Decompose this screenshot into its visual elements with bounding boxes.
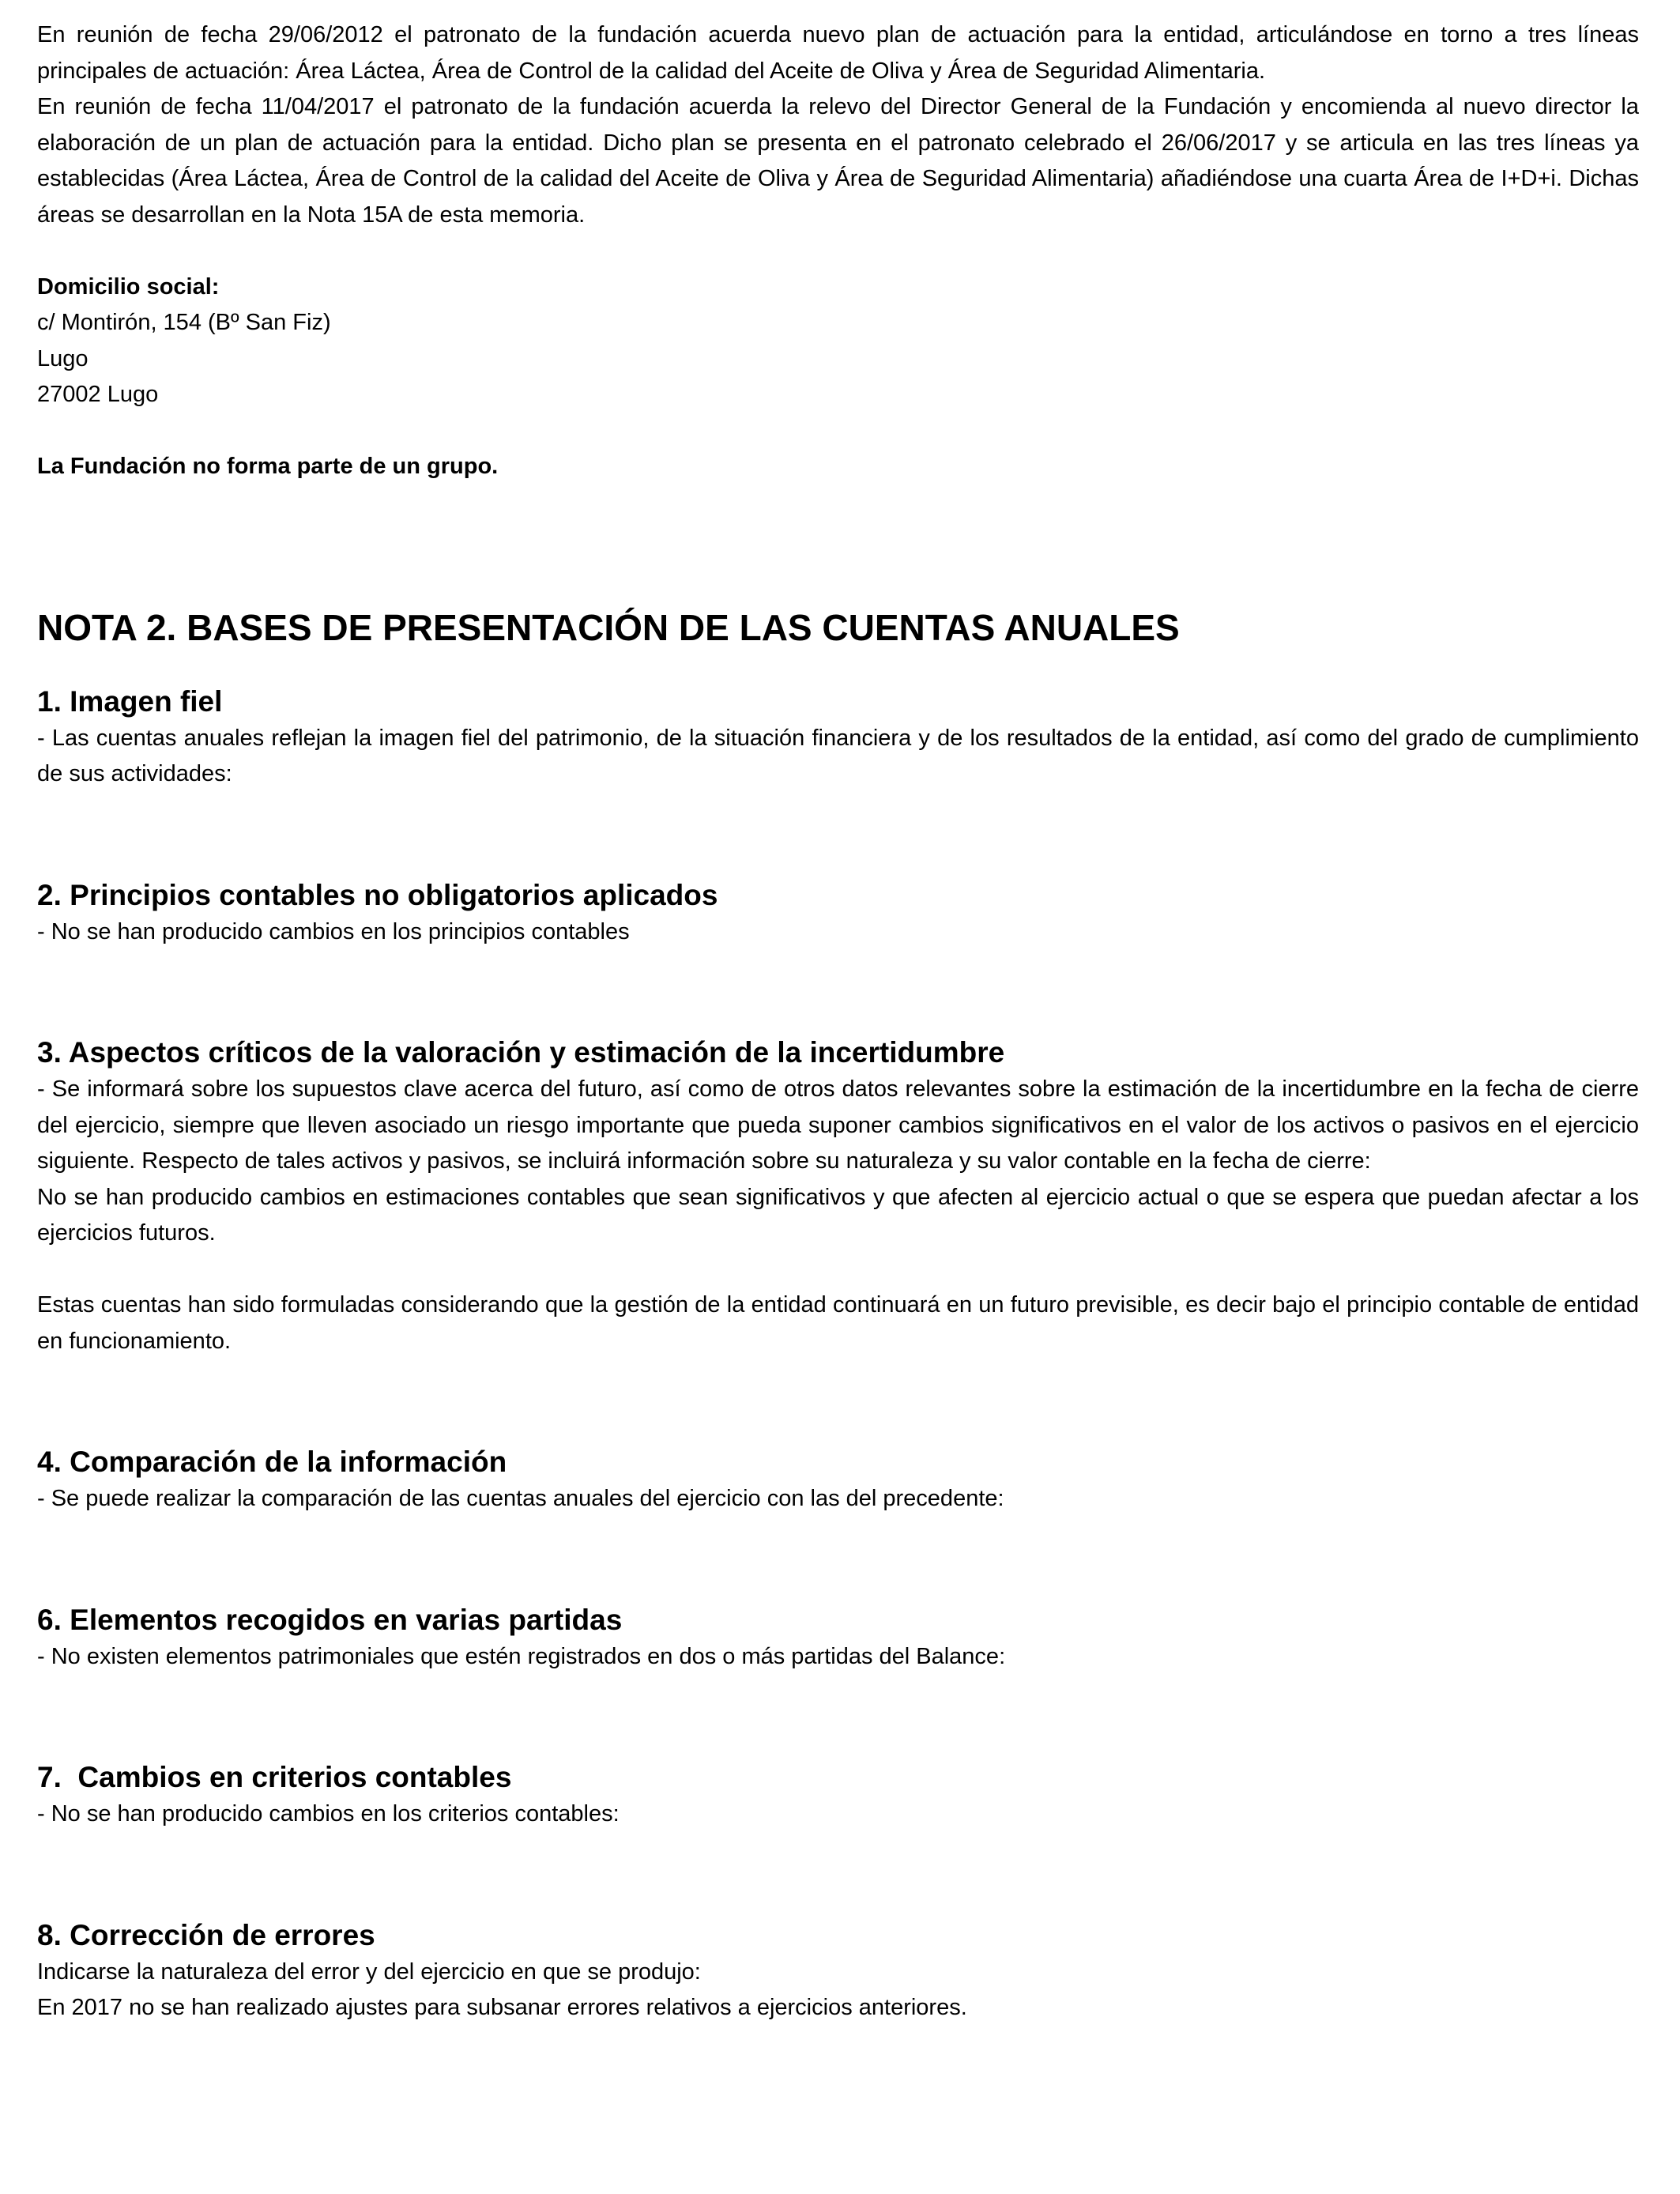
intro-paragraph-1: En reunión de fecha 29/06/2012 el patronato de la fundación acuerda nuevo plan de actuación para la entidad, articulándose en torno a tres líneas principales de actuación: Área Láctea, Área de Control de la calidad del Aceite de Oliva y Área de Seguridad Alimentaria. — [37, 22, 1639, 84]
spacer — [37, 1359, 1639, 1443]
section-heading: 8. Corrección de errores — [37, 1918, 375, 1951]
section-paragraph: - Se puede realizar la comparación de las cuentas anuales del ejercicio con las del precedente: — [37, 1486, 1004, 1511]
address-label: Domicilio social: — [37, 273, 220, 300]
spacer — [37, 1252, 1639, 1288]
section-correccion-errores — [37, 1917, 1639, 2026]
intro-paragraph-2: En reunión de fecha 11/04/2017 el patronato de la fundación acuerda la relevo del Director General de la Fundación y encomienda al nuevo director la elaboración de un plan de actuación para la entidad. Dicho plan se presenta en el patronato celebrado el 26/06/2017 y se articula en las tres líneas ya establecidas (Área Láctea, Área de Control de la calidad del Aceite de Oliva y Área de Seguridad Alimentaria) añadiéndose una cuarta Área de I+D+i. Dichas áreas se desarrollan en la Nota 15A de esta memoria. — [37, 94, 1639, 228]
address-postal: 27002 Lugo — [37, 382, 159, 407]
section-heading: 4. Comparación de la información — [37, 1446, 507, 1478]
spacer — [37, 485, 1639, 605]
section-principios-contables — [37, 876, 1639, 951]
address-city: Lugo — [37, 345, 89, 371]
section-heading: 6. Elementos recogidos en varias partidas — [37, 1603, 623, 1636]
section-paragraph: - Se informará sobre los supuestos clave acerca del futuro, así como de otros datos relevantes sobre la estimación de la incertidumbre en la fecha de cierre del ejercicio, siempre que lleven asociado un riesgo importante que pueda suponer cambios significativos en el valor de los activos o pasivos en el ejercicio siguiente. Respecto de tales activos y pasivos, se incluirá información sobre su naturaleza y su valor contable en la fecha de cierre: — [37, 1076, 1639, 1174]
section-imagen-fiel — [37, 683, 1639, 793]
address-street: c/ Montirón, 154 (Bº San Fiz) — [37, 310, 331, 335]
spacer — [37, 1833, 1639, 1917]
section-paragraph: - No existen elementos patrimoniales que estén registrados en dos o más partidas del Balance: — [37, 1643, 1006, 1669]
section-paragraph: Estas cuentas han sido formuladas considerando que la gestión de la entidad continuará en un futuro previsible, es decir bajo el principio contable de entidad en funcionamiento. — [37, 1292, 1639, 1354]
section-elementos-varias-partidas — [37, 1601, 1639, 1676]
section-paragraph: - No se han producido cambios en los principios contables — [37, 918, 630, 944]
spacer — [37, 233, 1639, 270]
section-paragraph: Indicarse la naturaleza del error y del ejercicio en que se produjo: — [37, 1958, 701, 1985]
spacer — [37, 413, 1639, 450]
spacer — [37, 950, 1639, 1034]
section-cambios-criterios — [37, 1759, 1639, 1833]
spacer — [37, 1517, 1639, 1601]
section-paragraph: No se han producido cambios en estimaciones contables que sean significativos y que afecten al ejercicio actual o que se espera que puedan afectar a los ejercicios futuros. — [37, 1184, 1639, 1246]
spacer — [37, 793, 1639, 876]
section-heading: 1. Imagen fiel — [37, 684, 223, 718]
section-heading: 7. Cambios en criterios contables — [37, 1761, 512, 1793]
section-heading: 2. Principios contables no obligatorios aplicados — [37, 878, 718, 911]
section-aspectos-criticos — [37, 1034, 1639, 1359]
group-statement: La Fundación no forma parte de un grupo. — [37, 454, 499, 479]
spacer — [37, 1675, 1639, 1759]
section-paragraph: - Las cuentas anuales reflejan la imagen fiel del patrimonio, de la situación financiera y de los resultados de la entidad, así como del grado de cumplimiento de sus actividades: — [37, 725, 1639, 786]
section-heading: 3. Aspectos críticos de la valoración y estimación de la incertidumbre — [37, 1036, 1005, 1069]
section-comparacion — [37, 1443, 1639, 1517]
section-paragraph: - No se han producido cambios en los criterios contables: — [37, 1801, 620, 1826]
nota2-title: NOTA 2. BASES DE PRESENTACIÓN DE LAS CUENTAS ANUALES — [37, 606, 1180, 648]
section-paragraph: En 2017 no se han realizado ajustes para subsanar errores relativos a ejercicios anteriores. — [37, 1995, 967, 2020]
